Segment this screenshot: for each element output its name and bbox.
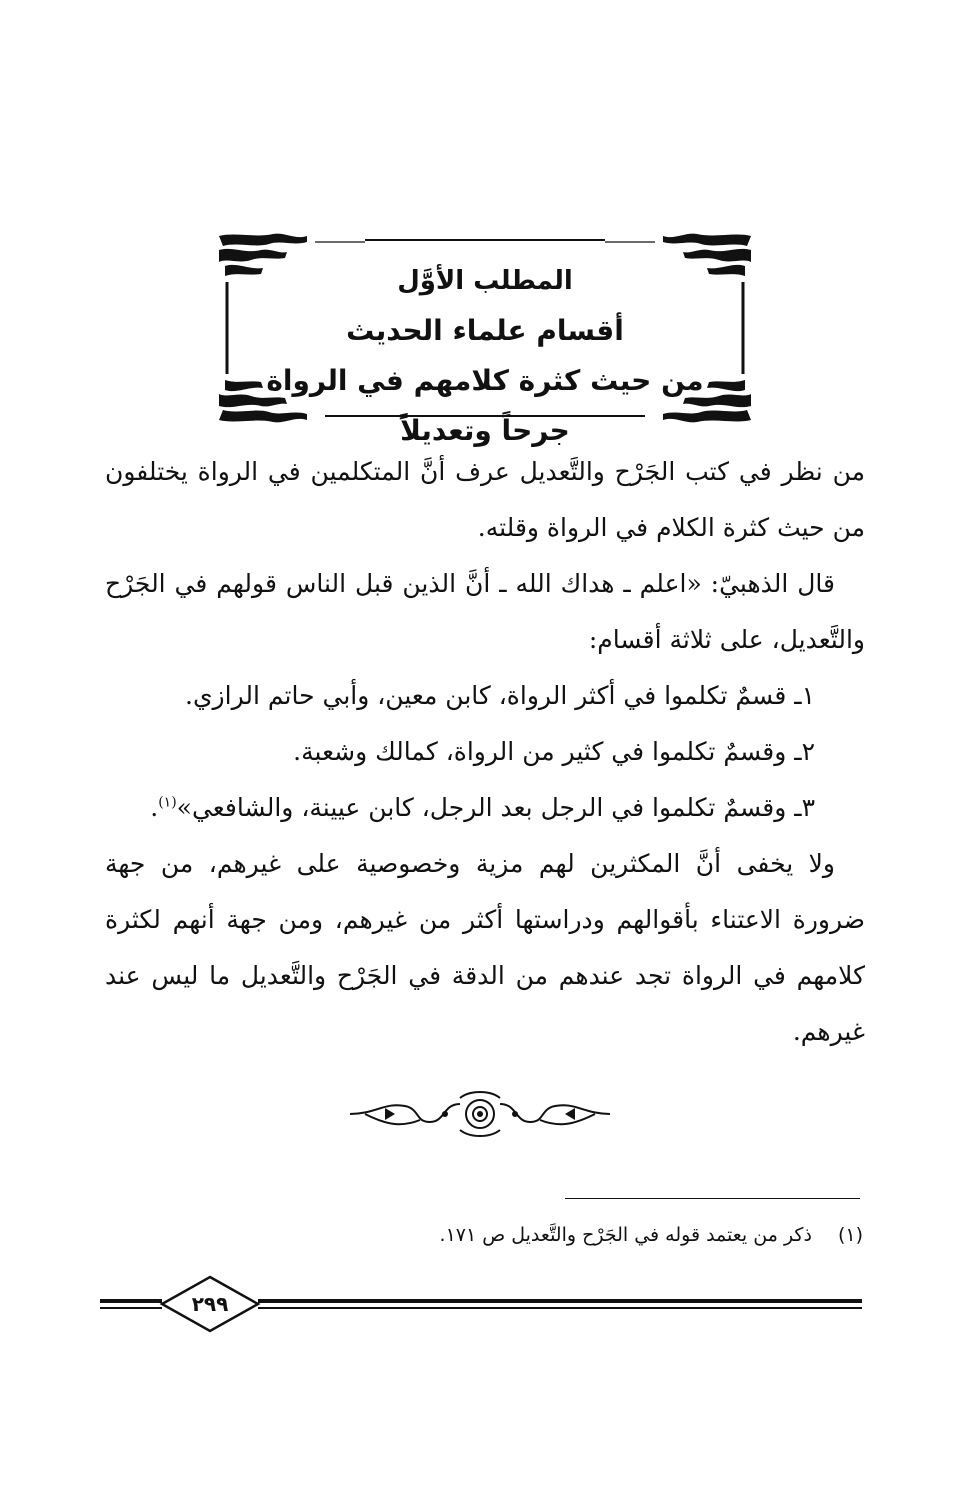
paragraph-3: ولا يخفى أنَّ المكثرين لهم مزية وخصوصية على غيرهم، من جهة ضرورة الاعتناء بأقوالهم ودراستها أكثر من غيرهم، ومن جهة أنهم لكثرة كلامهم في الرواة تجد عندهم من الدقة في الجَرْح والتَّعديل ما ليس عند غيرهم. xyxy=(105,849,865,1046)
body-text xyxy=(105,444,865,1060)
list-item-1: ١ـ قسمٌ تكلموا في أكثر الرواة، كابن معين، وأبي حاتم الرازي. xyxy=(185,681,815,710)
footnote-number: (١) xyxy=(837,1224,863,1246)
list-item-3-text: ٣ـ وقسمٌ تكلموا في الرجل بعد الرجل، كابن عيينة، والشافعي» xyxy=(176,793,815,822)
heading-text-block xyxy=(255,256,715,456)
heading-line-3: من حيث كثرة كلامهم في الرواة جرحاً وتعديلاً xyxy=(266,364,704,447)
list-item-2: ٢ـ وقسمٌ تكلموا في كثير من الرواة، كمالك وشعبة. xyxy=(293,737,815,766)
footnote-separator xyxy=(565,1198,860,1199)
page-footer-band xyxy=(100,1275,862,1335)
list-item-3 xyxy=(105,780,865,836)
page-number: ٢٩٩ xyxy=(191,1292,229,1316)
paragraph-1: من نظر في كتب الجَرْح والتَّعديل عرف أنَّ المتكلمين في الرواة يختلفون من حيث كثرة الكلام في الرواة وقلته. xyxy=(105,457,865,542)
footnote-text: ذكر من يعتمد قوله في الجَرْح والتَّعديل ص ١٧١. xyxy=(439,1224,812,1246)
paragraph-2: قال الذهبيّ: «اعلم ـ هداك الله ـ أنَّ الذين قبل الناس قولهم في الجَرْح والتَّعديل، على ثلاثة أقسام: xyxy=(105,569,865,654)
heading-line-1: المطلب الأوَّل xyxy=(397,266,573,296)
footnote-marker[interactable]: (١) xyxy=(158,794,177,811)
section-heading-frame xyxy=(215,232,755,447)
heading-line-2: أقسام علماء الحديث xyxy=(346,314,624,347)
floral-divider-icon xyxy=(345,1088,615,1140)
list-item-3-end: . xyxy=(150,793,159,822)
footnote xyxy=(343,1220,863,1250)
